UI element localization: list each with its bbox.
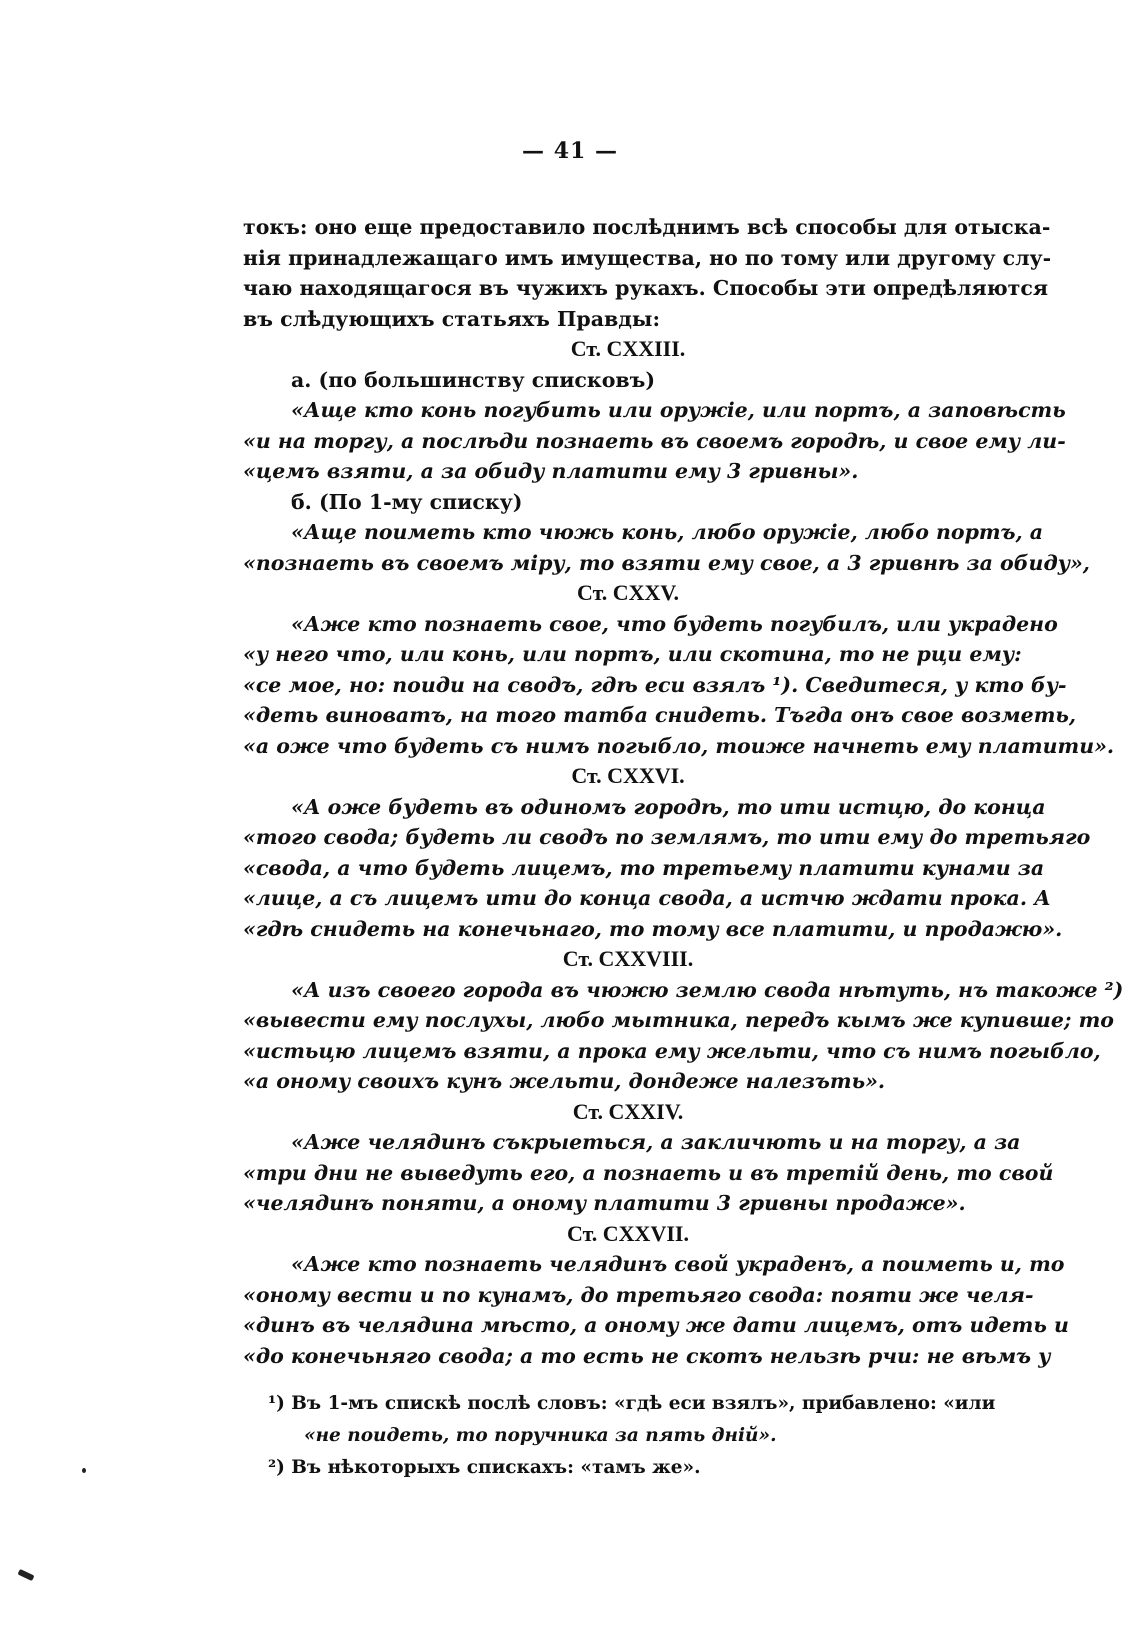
quote-line: «динъ въ челядина мѣсто, а оному же дати лицемъ, отъ идеть и	[243, 1313, 1069, 1337]
footnotes	[268, 1388, 1013, 1484]
article-heading: Ст. CXXIV.	[572, 1098, 684, 1124]
text-line: токъ: оно еще предоставило послѣднимъ всѣ способы для отыска-	[243, 215, 1051, 239]
text-line: нія принадлежащаго имъ имущества, но по тому или другому слу-	[243, 245, 1052, 270]
footnote-1: ¹) Въ 1-мъ спискѣ послѣ словъ: «гдѣ еси взялъ», прибавлено: «или	[268, 1393, 996, 1414]
quote-line: «Аже кто познаеть свое, что будеть погубилъ, или украдено	[291, 611, 1058, 636]
quote-line: «а оже что будеть съ нимъ погыбло, тоиже начнеть ему платити».	[243, 733, 1115, 758]
quote-line: «три дни не выведуть его, а познаеть и въ третій день, то свой	[243, 1160, 1054, 1185]
article-heading: Ст. CXXVI.	[571, 763, 685, 788]
article-heading: Ст. CXXVII.	[567, 1220, 689, 1246]
quote-line: «Аще поиметь кто чюжь конь, любо оружіе, любо портъ, а	[291, 520, 1044, 544]
article-heading: Ст. CXXVIII.	[562, 946, 694, 971]
quote-line: «вывести ему послухы, любо мытника, передъ кымъ же купивше; то	[243, 1008, 1114, 1032]
quote-line: «А изъ своего города въ чюжю землю свода нѣтуть, нъ такоже ²)	[291, 977, 1124, 1002]
quote-line: «свода, а что будеть лицемъ, то третьему платити кунами за	[243, 855, 1045, 880]
text-line: чаю находящагося въ чужихъ рукахъ. Способы эти опредѣляются	[243, 276, 1049, 300]
footnote-2: ²) Въ нѣкоторыхъ спискахъ: «тамъ же».	[268, 1457, 701, 1478]
quote-line: «оному вести и по кунамъ, до третьяго свода: пояти же челя-	[243, 1282, 1034, 1307]
quote-line: «гдѣ снидеть на конечьнаго, то тому все платити, и продажю».	[243, 916, 1063, 941]
quote-line: «того свода; будеть ли сводъ по землямъ, то ити ему до третьяго	[243, 825, 1091, 849]
page-number: — 41 —	[522, 138, 618, 164]
variant-heading: а. (по большинству списковъ)	[291, 367, 656, 392]
body-text	[243, 212, 1124, 1371]
quote-line: «истьцю лицемъ взяти, а прока ему жельти, что съ нимъ погыбло,	[243, 1038, 1101, 1063]
scan-speck	[82, 1468, 86, 1473]
quote-line: «цемъ взяти, а за обиду платити ему 3 гривны».	[243, 459, 859, 483]
quote-line: «А оже будеть въ одиномъ городѣ, то ити истцю, до конца	[291, 794, 1046, 819]
quote-line: «до конечьняго свода; а то есть не скотъ нельзѣ рчи: не вѣмъ у	[243, 1343, 1051, 1368]
text-line: въ слѣдующихъ статьяхъ Правды:	[243, 306, 661, 331]
quote-line: «Аже челядинъ съкрыеться, а закличють и на торгу, а за	[291, 1130, 1021, 1154]
quote-line: «познаеть въ своемъ міру, то взяти ему свое, а 3 гривнѣ за обиду»,	[243, 550, 1090, 575]
quote-line: «а оному своихъ кунъ жельти, дондеже налезъть».	[243, 1069, 886, 1093]
quote-line: «челядинъ поняти, а оному платити 3 гривны продаже».	[243, 1191, 966, 1215]
quote-line: «Аже кто познаеть челядинъ свой украденъ, а поиметь и, то	[291, 1252, 1065, 1276]
quote-line: «Аще кто конь погубить или оружіе, или портъ, а заповѣсть	[291, 398, 1066, 422]
quote-line: «деть виноватъ, на того татба снидеть. Тъгда онъ свое возметь,	[243, 703, 1077, 727]
quote-line: «и на торгу, а послѣди познаеть въ своемъ городѣ, и свое ему ли-	[243, 428, 1066, 453]
quote-line: «лице, а съ лицемъ ити до конца свода, а истчю ждати прока. А	[243, 886, 1051, 910]
article-heading: Ст. CXXIII.	[570, 336, 686, 361]
quote-line: «се мое, но: поиди на сводъ, гдѣ еси взялъ ¹). Сведитеся, у кто бу-	[243, 672, 1067, 697]
footnote-1-continuation: «не поидеть, то поручника за пять дній».	[304, 1425, 777, 1446]
article-heading: Ст. CXXV.	[577, 580, 679, 605]
variant-heading: б. (По 1-му списку)	[291, 489, 523, 514]
scan-speck	[17, 1569, 34, 1581]
quote-line: «у него что, или конь, или портъ, или скотина, то не рци ему:	[243, 642, 1022, 666]
